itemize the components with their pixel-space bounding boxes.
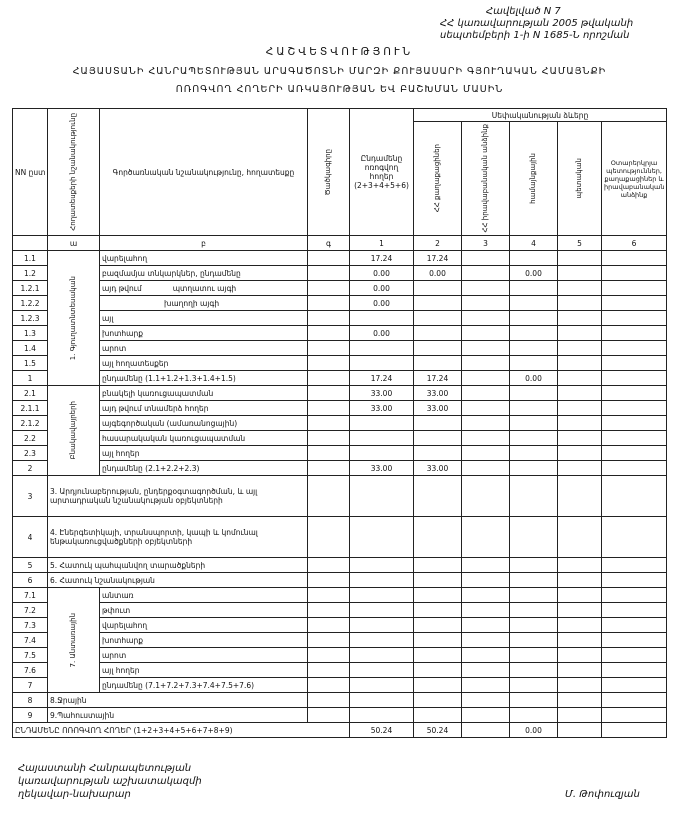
signatory-name: Մ. Թոփուզյան: [565, 789, 640, 800]
colnum-5: 5: [558, 236, 602, 251]
col-head-nn: NN ըստ: [13, 109, 48, 236]
table-row: 2.1.2 այգեգործական (ամառանոցային): [13, 416, 667, 431]
table-row: 7.1 7. Անտառային անտառ: [13, 588, 667, 603]
column-numbers-row: [13, 236, 667, 251]
table-row-subtotal: 2 ընդամենը (2.1+2.2+2.3) 33.00 33.00: [13, 461, 667, 476]
table-row: 5 5. Հատուկ պահպանվող տարածքների: [13, 558, 667, 573]
col-head-total: Ընդամենը ոռոգվող հողեր (2+3+4+5+6): [350, 109, 414, 236]
table-row: 2.3 այլ հողեր: [13, 446, 667, 461]
signatory-line-3: ղեկավար-նախարար: [18, 789, 131, 800]
col-head-citizens: ՀՀ քաղաքացիներ: [414, 122, 462, 236]
report-title: ՀԱՇՎԵՏՎՈՒԹՅՈՒՆ: [265, 46, 414, 58]
col-head-category: Հողատեսքերի նշանակությունը: [48, 109, 100, 236]
col-head-name: Գործառնական նշանակությունը, հողատեսքը: [100, 109, 308, 236]
report-subtitle-2: ՈՌՈԳՎՈՂ ՀՈՂԵՐԻ ԱՌԿԱՅՈՒԹՅԱՆ ԵՎ ԲԱՇԽՄԱՆ ՄԱՍԻՆ: [175, 84, 504, 95]
table-row: 7.6 այլ հողեր: [13, 663, 667, 678]
colnum-b: բ: [100, 236, 308, 251]
colnum-2: 2: [414, 236, 462, 251]
table-row-subtotal: 7 ընդամենը (7.1+7.2+7.3+7.4+7.5+7.6): [13, 678, 667, 693]
col-head-foreign: Օտարերկրյա պետություններ, քաղաքացիներ և իրավաբանական անձինք: [602, 122, 667, 236]
table-row: 7.3 վարելահող: [13, 618, 667, 633]
table-row: 4 4. Էներգետիկայի, տրանսպորտի, կապի և կոմունալ ենթակառուցվածքների օբյեկտների: [13, 517, 667, 558]
table-row: 1.2.1 այդ թվում պտղատու այգի 0.00: [13, 281, 667, 296]
colnum-g: գ: [308, 236, 350, 251]
table-row: 1.4 արոտ: [13, 341, 667, 356]
table-row-subtotal: 1 ընդամենը (1.1+1.2+1.3+1.4+1.5) 17.24 17.24 0.00: [13, 371, 667, 386]
signatory-line-1: Հայաստանի Հանրապետության: [18, 763, 192, 774]
table-row: 2.1 Բնակավայրերի բնակելի կառուցապատման 33.00 33.00: [13, 386, 667, 401]
table-row: 7.4 խոտհարք: [13, 633, 667, 648]
colnum-a: ա: [48, 236, 100, 251]
col-head-code: Ծածկագիրը: [308, 109, 350, 236]
table-row: 1.2.3 այլ: [13, 311, 667, 326]
col-head-legal: ՀՀ իրավաբանական անձինք: [462, 122, 510, 236]
table-row: 1.2.2 խաղողի այգի 0.00: [13, 296, 667, 311]
table-row: 6 6. Հատուկ նշանակության: [13, 573, 667, 588]
colnum-4: 4: [510, 236, 558, 251]
table-row: 2.2 հասարակական կառուցապատման: [13, 431, 667, 446]
table-row: 7.5 արոտ: [13, 648, 667, 663]
colnum-3: 3: [462, 236, 510, 251]
table-row: 1.5 այլ հողատեսքեր: [13, 356, 667, 371]
decision-line-2: սեպտեմբերի 1-ի N 1685-Ն որոշման: [440, 30, 630, 41]
colnum-1: 1: [350, 236, 414, 251]
col-head-state: պետական: [558, 122, 602, 236]
table-row-grand-total: ԸՆԴԱՄԵՆԸ ՈՌՈԳՎՈՂ ՀՈՂԵՐ (1+2+3+4+5+6+7+8+9) 50.24 50.24 0.00: [13, 723, 667, 738]
table-row: 3 3. Արդյունաբերության, ընդերքօգտագործման, և այլ արտադրական նշանակության օբյեկտների: [13, 476, 667, 517]
table-row: 9 9.Պահուստային: [13, 708, 667, 723]
decision-line-1: ՀՀ կառավարության 2005 թվականի: [440, 18, 634, 29]
table-row: 7.2 թփուտ: [13, 603, 667, 618]
annex-number: Հավելված N 7: [486, 6, 561, 17]
table-row: 1.3 խոտհարք 0.00: [13, 326, 667, 341]
report-subtitle-1: ՀԱՅԱՍՏԱՆԻ ՀԱՆՐԱՊԵՏՈՒԹՅԱՆ ԱՐԱԳԱԾՈՏՆԻ ՄԱՐԶԻ ՔՈՒՅԱՍԱՐԻ ԳՅՈՒՂԱԿԱՆ ՀԱՄԱՅՆՔԻ: [72, 66, 607, 77]
table-row: 1.2 բազմամյա տնկարկներ, ընդամենը 0.00 0.00 0.00: [13, 266, 667, 281]
colnum-6: 6: [602, 236, 667, 251]
signatory-title: [18, 762, 202, 801]
group-agricultural-label: 1. Գյուղատնտեսական: [48, 251, 100, 386]
table-row: 8 8.Ջրային: [13, 693, 667, 708]
table-row: 1.1 1. Գյուղատնտեսական վարելահող 17.24 17.24: [13, 251, 667, 266]
group-settlements-label: Բնակավայրերի: [48, 386, 100, 476]
signatory-line-2: կառավարության աշխատակազմի: [18, 776, 202, 787]
header-row-group: [13, 109, 667, 122]
col-head-community: համայնքային: [510, 122, 558, 236]
col-head-ownership-group: Սեփականության ձևերը: [414, 109, 667, 122]
annex-header: [430, 6, 670, 42]
irrigated-lands-table: [12, 108, 667, 738]
group-forest-label: 7. Անտառային: [48, 588, 100, 693]
table-row: 2.1.1 այդ թվում տնամերձ հողեր 33.00 33.00: [13, 401, 667, 416]
